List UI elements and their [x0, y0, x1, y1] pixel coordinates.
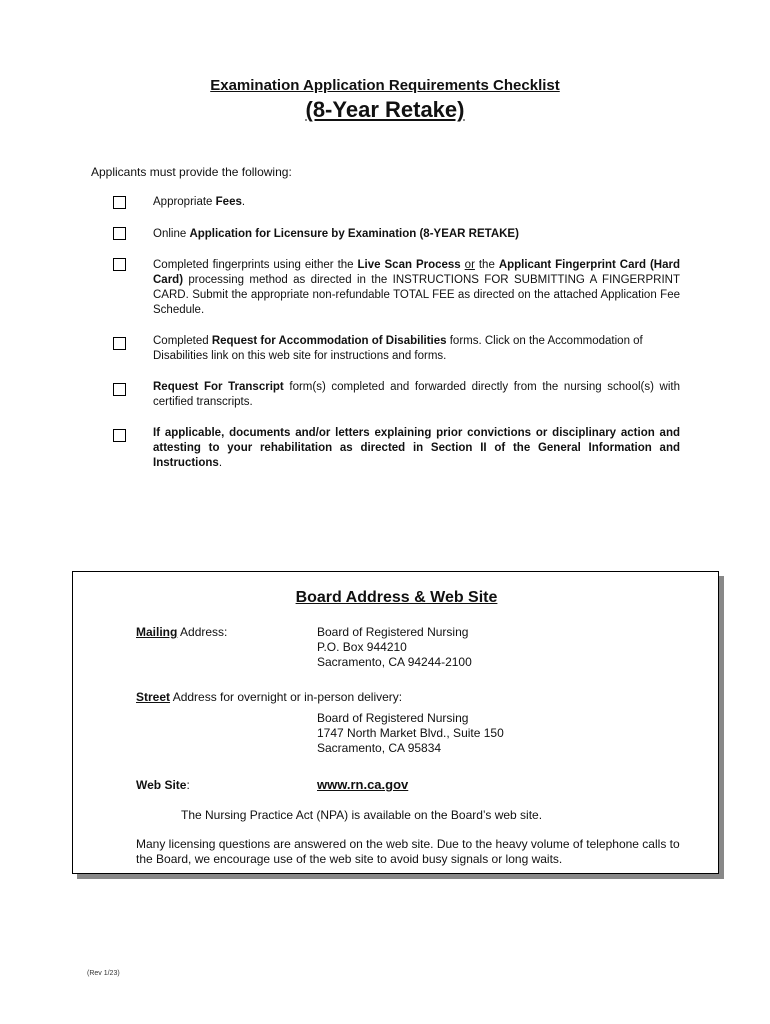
checkbox[interactable]	[113, 258, 126, 271]
page-title: Examination Application Requirements Checklist	[210, 77, 560, 94]
npa-note: The Nursing Practice Act (NPA) is available on the Board’s web site.	[181, 808, 543, 822]
mailing-address: Board of Registered Nursing P.O. Box 944210 Sacramento, CA 94244-2100	[317, 625, 472, 669]
checkbox[interactable]	[113, 196, 126, 209]
mailing-label: Mailing Address:	[136, 625, 228, 639]
web-site-label: Web Site:	[136, 778, 190, 792]
checklist-item-text: Completed fingerprints using either the Live Scan Process or the Applicant Fingerprint Card (Hard Card) processing method as directed in the INSTRUCTIONS FOR SUBMITTING A FINGERPRINT CARD. Submit the appropriate non-refundable TOTAL FEE as directed on the attached Application Fee Schedule.	[153, 259, 680, 316]
checklist-item-text: If applicable, documents and/or letters explaining prior convictions or disciplinary action and attesting to your rehabilitation as directed in Section II of the General Information and Instructions.	[153, 427, 680, 469]
checkbox[interactable]	[113, 337, 126, 350]
checklist-item-text: Completed Request for Accommodation of Disabilities forms. Click on the Accommodation of Disabilities link on this web site for instructions and forms.	[153, 335, 643, 362]
board-address-box	[72, 571, 719, 874]
page-subtitle: (8-Year Retake)	[305, 97, 465, 122]
checkbox[interactable]	[113, 429, 126, 442]
web-site-link[interactable]: www.rn.ca.gov	[317, 777, 409, 792]
revision-footer: (Rev 1/23)	[87, 970, 120, 977]
board-box-title: Board Address & Web Site	[295, 589, 498, 606]
street-address: Board of Registered Nursing 1747 North Market Blvd., Suite 150 Sacramento, CA 95834	[317, 711, 504, 755]
checkbox[interactable]	[113, 383, 126, 396]
licensing-note: Many licensing questions are answered on the web site. Due to the heavy volume of telephone calls to the Board, we encourage use of the web site to avoid busy signals or long waits.	[136, 837, 680, 866]
checklist-item-text: Appropriate Fees.	[153, 196, 246, 208]
checkbox[interactable]	[113, 227, 126, 240]
street-label: Street Address for overnight or in-person delivery:	[136, 690, 403, 704]
intro-text: Applicants must provide the following:	[91, 165, 292, 179]
checklist-item-text: Request For Transcript form(s) completed and forwarded directly from the nursing school(s) with certified transcripts.	[153, 381, 680, 408]
checklist-item-text: Online Application for Licensure by Examination (8-YEAR RETAKE)	[153, 228, 519, 240]
